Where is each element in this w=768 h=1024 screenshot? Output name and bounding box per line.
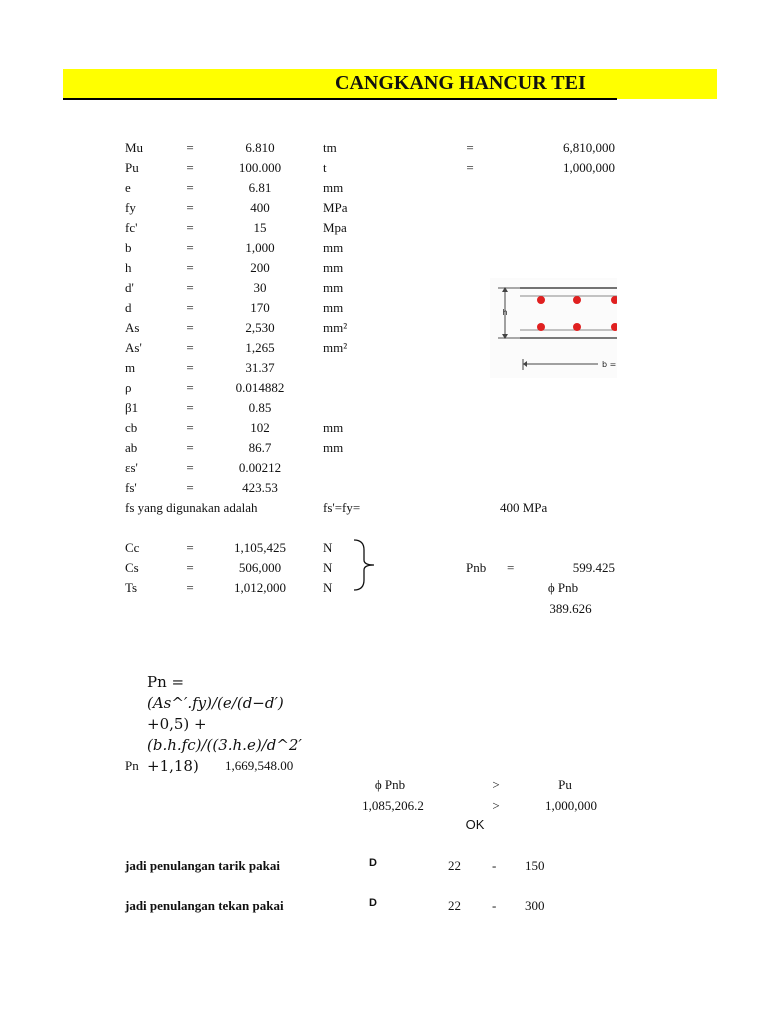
row-equals: = [186,280,194,295]
tension-rebar-dash: - [492,858,497,873]
sketch-b-label: b = [602,360,617,369]
formula-line: (As^′.fy)/(e/(d−d′) [147,694,284,712]
compression-rebar-label: jadi penulangan tekan pakai [125,898,284,913]
phi-pnb-label: ϕ Pnb [547,580,579,595]
row-unit: N [323,580,333,595]
row-name: d [125,300,132,315]
row-equals: = [186,540,194,555]
title-clip [63,69,617,99]
row-unit: MPa [323,200,348,215]
row-unit: mm [323,240,344,255]
row-name: εs' [125,460,138,475]
mu-conversion-equals: = [466,140,474,155]
row-unit: mm [323,260,344,275]
row-equals: = [186,260,194,275]
row-name: cb [125,420,138,435]
row-value: 102 [250,420,270,435]
compression-rebar-spacing: 300 [525,898,545,913]
formula-line: (b.h.fc)/((3.h.e)/d^2′ [147,736,302,754]
row-name: ab [125,440,138,455]
sketch-h-label: h [502,308,508,317]
row-value: 506,000 [238,560,282,575]
row-value: 400 [250,200,270,215]
row-value: 423.53 [242,480,278,495]
formula-line: +1,18) [147,757,199,775]
pnb-value: 599.425 [572,560,615,575]
check-phi-label: ϕ Pnb [374,777,406,792]
formula-line: +0,5) + [147,715,207,733]
formula-line: Pn = [147,673,185,691]
row-value: 6.810 [245,140,275,155]
compression-rebar-dash: - [492,898,497,913]
row-unit: tm [323,140,337,155]
row-name: As [125,320,140,335]
row-unit: mm [323,280,344,295]
fs-label: fs yang digunakan adalah [125,500,258,515]
row-equals: = [186,480,194,495]
row-name: ρ [125,380,132,395]
pnb-label: Pnb [466,560,487,575]
row-value: 2,530 [245,320,275,335]
cross-section-sketch [490,278,617,378]
fs-value: 400 MPa [500,500,548,515]
row-name: β1 [125,400,139,415]
tension-rebar-spacing: 150 [525,858,545,873]
row-value: 15 [253,220,267,235]
check-operator: > [492,777,500,792]
row-equals: = [186,360,194,375]
pn-label: Pn [125,758,139,773]
row-value: 100.000 [238,160,282,175]
row-value: 0.00212 [238,460,282,475]
page-title: CANGKANG HANCUR TEI [335,72,586,94]
row-value: 1,000 [245,240,275,255]
row-equals: = [186,320,194,335]
row-equals: = [186,240,194,255]
tension-rebar-bar: D [369,857,377,869]
compression-rebar-diameter: 22 [448,898,461,913]
pu-conversion-equals: = [466,160,474,175]
row-equals: = [186,340,194,355]
row-unit: t [323,160,327,175]
pu-conversion-value: 1,000,000 [563,160,615,175]
row-equals: = [186,560,194,575]
row-name: As' [125,340,142,355]
row-equals: = [186,460,194,475]
tension-rebar-diameter: 22 [448,858,461,873]
row-name: fy [125,200,136,215]
row-name: Mu [125,140,144,155]
pn-value: 1,669,548.00 [225,758,294,773]
title-underline [63,98,617,100]
tension-rebar-label: jadi penulangan tarik pakai [125,858,280,873]
check-result: OK [465,817,485,832]
row-value: 0.85 [248,400,272,415]
row-value: 1,265 [245,340,275,355]
row-unit: N [323,540,333,555]
row-equals: = [186,380,194,395]
row-unit: mm [323,440,344,455]
row-equals: = [186,440,194,455]
row-name: fs' [125,480,137,495]
row-equals: = [186,220,194,235]
row-equals: = [186,400,194,415]
row-value: 31.37 [245,360,275,375]
cross-section-drawing [490,278,617,378]
row-name: Ts [125,580,138,595]
row-name: h [125,260,132,275]
row-value: 170 [250,300,270,315]
compression-rebar-bar: D [369,897,377,909]
row-unit: mm² [323,340,348,355]
pnb-equals: = [507,560,515,575]
row-equals: = [186,200,194,215]
row-equals: = [186,300,194,315]
row-value: 1,105,425 [234,540,286,555]
mu-conversion-value: 6,810,000 [563,140,615,155]
row-value: 30 [253,280,267,295]
row-value: 200 [250,260,270,275]
row-name: m [125,360,136,375]
row-name: fc' [125,220,138,235]
row-name: Cc [125,540,140,555]
row-unit: mm [323,300,344,315]
row-equals: = [186,180,194,195]
row-name: e [125,180,131,195]
row-value: 0.014882 [235,380,285,395]
row-unit: Mpa [323,220,347,235]
check-pu-value: 1,000,000 [545,798,597,813]
check-pu-label: Pu [558,777,572,792]
phi-pnb-value: 389.626 [549,601,592,616]
row-value: 86.7 [248,440,272,455]
row-equals: = [186,160,194,175]
row-value: 1,012,000 [234,580,286,595]
row-name: Pu [125,160,139,175]
row-equals: = [186,580,194,595]
row-name: d' [125,280,134,295]
row-name: b [125,240,132,255]
row-value: 6.81 [248,180,272,195]
row-unit: N [323,560,333,575]
row-equals: = [186,140,194,155]
row-equals: = [186,420,194,435]
fs-expression: fs'=fy= [323,500,361,515]
row-name: Cs [125,560,139,575]
right-brace-icon [352,538,378,592]
check-operator: > [492,798,500,813]
row-unit: mm [323,420,344,435]
check-phi-value: 1,085,206.2 [362,798,424,813]
row-unit: mm [323,180,344,195]
row-unit: mm² [323,320,348,335]
